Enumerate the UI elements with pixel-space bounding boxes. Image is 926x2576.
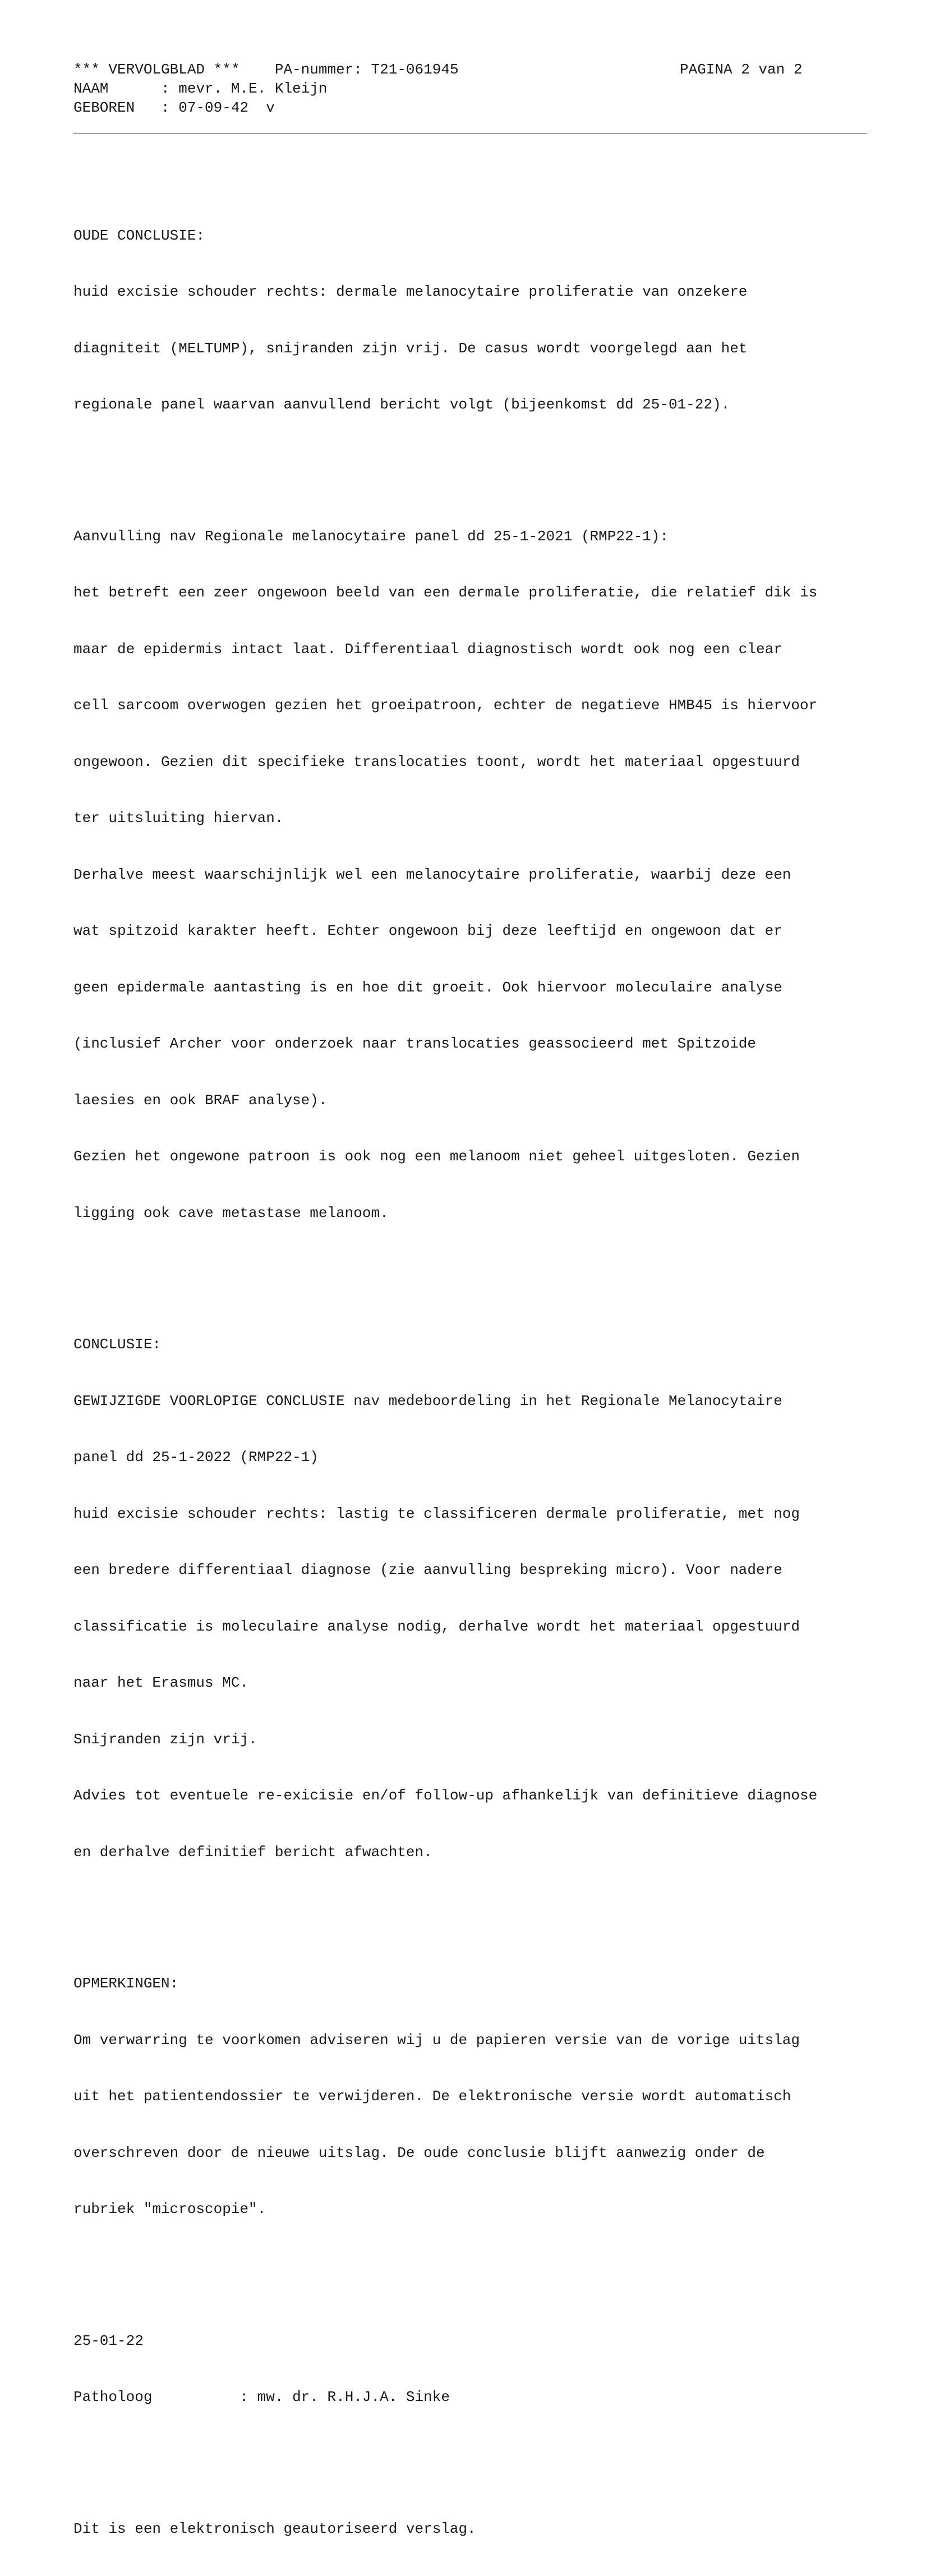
conclusion-line: een bredere differentiaal diagnose (zie aanvulling bespreking micro). Voor nadere bbox=[73, 1562, 782, 1578]
spacer bbox=[73, 2445, 892, 2464]
spacer bbox=[73, 1260, 892, 1279]
born-label: GEBOREN bbox=[73, 99, 135, 116]
spacer bbox=[73, 1899, 892, 1918]
authorization-note: Dit is een elektronisch geautoriseerd verslag. bbox=[73, 2520, 476, 2537]
page-indicator: PAGINA 2 van 2 bbox=[680, 61, 803, 78]
addition-line: laesies en ook BRAF analyse). bbox=[73, 1091, 328, 1109]
report-date: 25-01-22 bbox=[73, 2332, 144, 2349]
conclusion-line: GEWIJZIGDE VOORLOPIGE CONCLUSIE nav medeboordeling in het Regionale Melanocytaire bbox=[73, 1392, 782, 1409]
addition-line: geen epidermale aantasting is en hoe dit groeit. Ook hiervoor moleculaire analyse bbox=[73, 979, 782, 996]
patient-name-row bbox=[73, 79, 328, 98]
conclusion-line: en derhalve definitief bericht afwachten. bbox=[73, 1843, 432, 1861]
addition-line: Gezien het ongewone patroon is ook nog een melanoom niet geheel uitgesloten. Gezien bbox=[73, 1148, 800, 1165]
remarks-line: rubriek "microscopie". bbox=[73, 2201, 266, 2217]
addition-line: ter uitsluiting hiervan. bbox=[73, 810, 284, 826]
remarks-line: Om verwarring te voorkomen adviseren wij u de papieren versie van de vorige uitslag bbox=[73, 2031, 800, 2049]
addition-line: Derhalve meest waarschijnlijk wel een melanocytaire proliferatie, waarbij deze een bbox=[73, 866, 791, 883]
patient-name: : mevr. M.E. Kleijn bbox=[161, 80, 328, 97]
old-conclusion-line: regionale panel waarvan aanvullend bericht volgt (bijeenkomst dd 25-01-22). bbox=[73, 396, 730, 413]
addition-line: (inclusief Archer voor onderzoek naar translocaties geassocieerd met Spitzoide bbox=[73, 1035, 756, 1052]
addition-line: ligging ook cave metastase melanoom. bbox=[73, 1204, 389, 1222]
name-label: NAAM bbox=[73, 80, 109, 97]
birth-date: : 07-09-42 v bbox=[161, 99, 275, 116]
conclusion-line: naar het Erasmus MC. bbox=[73, 1674, 249, 1691]
addition-line: wat spitzoid karakter heeft. Echter ongewoon bij deze leeftijd en ongewoon dat er bbox=[73, 922, 782, 939]
conclusion-line: panel dd 25-1-2022 (RMP22-1) bbox=[73, 1449, 319, 1466]
pathologist-label: Patholoog bbox=[73, 2389, 153, 2405]
pathologist-name: : mw. dr. R.H.J.A. Sinke bbox=[239, 2389, 450, 2405]
addition-line: ongewoon. Gezien dit specifieke translocaties toont, wordt het materiaal opgestuurd bbox=[73, 753, 800, 770]
addition-line: maar de epidermis intact laat. Differentiaal diagnostisch wordt ook nog een clear bbox=[73, 640, 782, 658]
remarks-line: overschreven door de nieuwe uitslag. De oude conclusie blijft aanwezig onder de bbox=[73, 2144, 765, 2161]
pa-number-label: PA-nummer: bbox=[274, 61, 362, 78]
pa-number: T21-061945 bbox=[371, 61, 459, 78]
spacer bbox=[73, 452, 892, 471]
conclusion-line: huid excisie schouder rechts: lastig te classificeren dermale proliferatie, met nog bbox=[73, 1505, 800, 1522]
remarks-heading: OPMERKINGEN: bbox=[73, 1975, 179, 1992]
birth-date-row bbox=[73, 98, 275, 117]
report-body bbox=[73, 170, 892, 2576]
header-title: *** VERVOLGBLAD *** bbox=[73, 61, 240, 78]
spacer bbox=[73, 2257, 892, 2276]
addition-heading: Aanvulling nav Regionale melanocytaire panel dd 25-1-2021 (RMP22-1): bbox=[73, 527, 669, 545]
old-conclusion-line: huid excisie schouder rechts: dermale melanocytaire proliferatie van onzekere bbox=[73, 283, 748, 300]
conclusion-line: Snijranden zijn vrij. bbox=[73, 1730, 257, 1748]
old-conclusion-heading: OUDE CONCLUSIE: bbox=[73, 227, 205, 244]
header-title-row bbox=[73, 60, 459, 79]
conclusion-line: Advies tot eventuele re-exicisie en/of follow-up afhankelijk van definitieve diagnose bbox=[73, 1787, 818, 1804]
addition-line: het betreft een zeer ongewoon beeld van een dermale proliferatie, die relatief dik is bbox=[73, 584, 818, 601]
conclusion-line: classificatie is moleculaire analyse nodig, derhalve wordt het materiaal opgestuurd bbox=[73, 1618, 800, 1635]
pathologist-row bbox=[73, 2388, 892, 2407]
addition-line: cell sarcoom overwogen gezien het groeipatroon, echter de negatieve HMB45 is hiervoor bbox=[73, 697, 818, 714]
remarks-line: uit het patientendossier te verwijderen. De elektronische versie wordt automatisch bbox=[73, 2088, 791, 2105]
old-conclusion-line: diagniteit (MELTUMP), snijranden zijn vrij. De casus wordt voorgelegd aan het bbox=[73, 339, 748, 357]
conclusion-heading: CONCLUSIE: bbox=[73, 1336, 162, 1353]
